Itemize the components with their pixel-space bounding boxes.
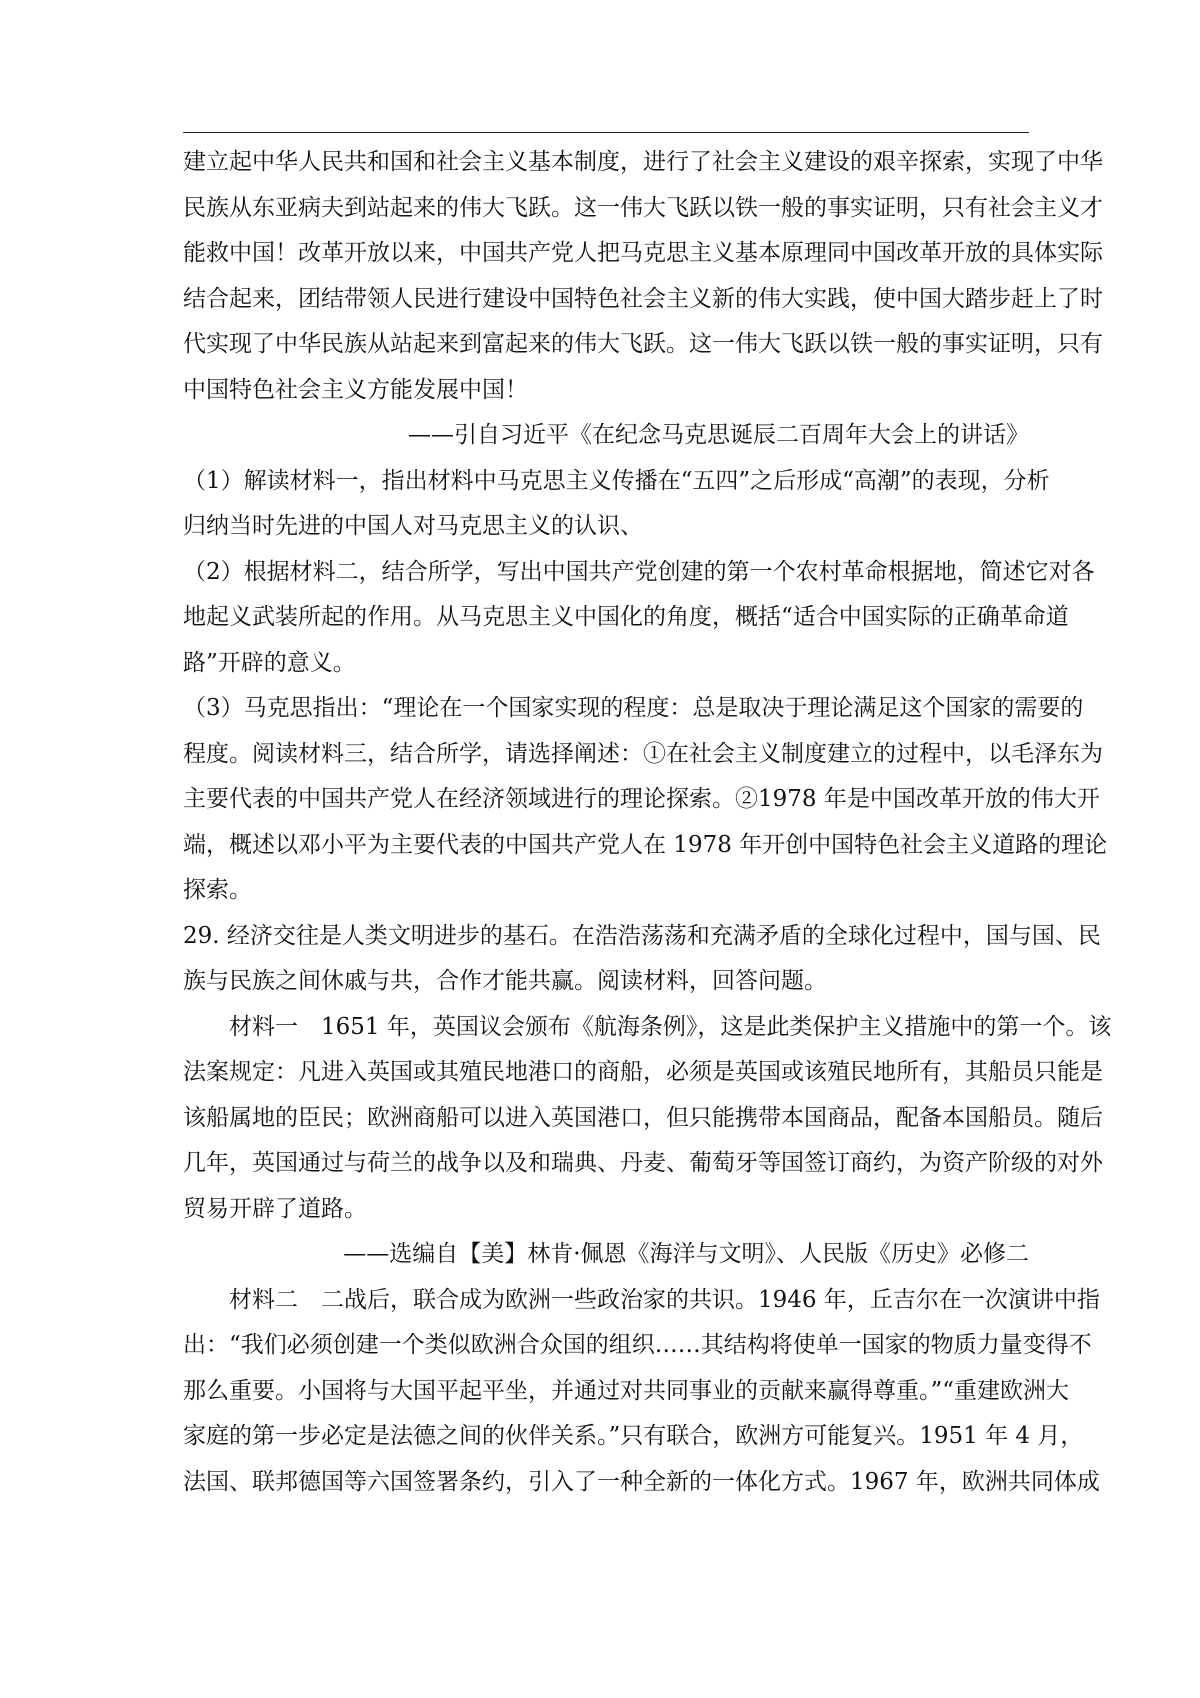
text-line: 中国特色社会主义方能发展中国！ bbox=[183, 376, 528, 403]
text-line: 归纳当时先进的中国人对马克思主义的认识、 bbox=[183, 513, 643, 539]
text-line: 民族从东亚病夫到站起来的伟大飞跃。这一伟大飞跃以铁一般的事实证明，只有社会主义才 bbox=[183, 194, 1103, 221]
text-line: 贸易开辟了道路。 bbox=[183, 1195, 367, 1222]
text-line: （1）解读材料一，指出材料中马克思主义传播在“五四”之后形成“高潮”的表现，分析 bbox=[183, 467, 1050, 494]
document-body bbox=[183, 140, 1112, 1505]
text-line: 法国、联邦德国等六国签署条约，引入了一种全新的一体化方式。1967 年，欧洲共同体成 bbox=[183, 1468, 1100, 1495]
text-line: 路”开辟的意义。 bbox=[183, 649, 356, 676]
text-line: 地起义武装所起的作用。从马克思主义中国化的角度，概括“适合中国实际的正确革命道 bbox=[183, 604, 1069, 630]
text-line: 端，概述以邓小平为主要代表的中国共产党人在 1978 年开创中国特色社会主义道路的理论 bbox=[183, 831, 1108, 858]
text-line: 材料二 二战后，联合成为欧洲一些政治家的共识。1946 年，丘吉尔在一次演讲中指 bbox=[229, 1286, 1100, 1313]
text-line: 程度。阅读材料三，结合所学，请选择阐述：①在社会主义制度建立的过程中，以毛泽东为 bbox=[183, 740, 1103, 767]
text-line: 该船属地的臣民；欧洲商船可以进入英国港口，但只能携带本国商品，配备本国船员。随后 bbox=[183, 1104, 1103, 1131]
text-line: 法案规定：凡进入英国或其殖民地港口的商船，必须是英国或该殖民地所有，其船员只能是 bbox=[183, 1059, 1103, 1085]
header-rule bbox=[183, 132, 1029, 133]
text-line: 家庭的第一步必定是法德之间的伙伴关系。”只有联合，欧洲方可能复兴。1951 年 4 月， bbox=[183, 1423, 1084, 1449]
question-3 bbox=[183, 686, 1108, 914]
text-line: 出：“我们必须创建一个类似欧洲合众国的组织……其结构将使单一国家的物质力量变得不 bbox=[183, 1332, 1092, 1358]
material-one bbox=[183, 1005, 1112, 1233]
text-line: 结合起来，团结带领人民进行建设中国特色社会主义新的伟大实践，使中国大踏步赶上了时 bbox=[183, 285, 1103, 312]
material-three-continuation bbox=[183, 140, 1103, 413]
text-line: 代实现了中华民族从站起来到富起来的伟大飞跃。这一伟大飞跃以铁一般的事实证明，只有 bbox=[183, 331, 1103, 357]
text-line: 几年，英国通过与荷兰的战争以及和瑞典、丹麦、葡萄牙等国签订商约，为资产阶级的对外 bbox=[183, 1150, 1103, 1176]
text-line: 探索。 bbox=[183, 877, 252, 903]
text-line: 能救中国！改革开放以来，中国共产党人把马克思主义基本原理同中国改革开放的具体实际 bbox=[183, 240, 1103, 266]
text-line: 建立起中华人民共和国和社会主义基本制度，进行了社会主义建设的艰辛探索，实现了中华 bbox=[183, 149, 1103, 175]
question-1 bbox=[183, 459, 1050, 550]
text-line: 主要代表的中国共产党人在经济领域进行的理论探索。②1978 年是中国改革开放的伟大开 bbox=[183, 786, 1100, 812]
material-two bbox=[183, 1278, 1100, 1506]
question-29-intro bbox=[183, 914, 1101, 1005]
text-line: 29. 经济交往是人类文明进步的基石。在浩浩荡荡和充满矛盾的全球化过程中，国与国、民 bbox=[183, 922, 1101, 949]
text-line: 那么重要。小国将与大国平起平坐，并通过对共同事业的贡献来赢得尊重。”“重建欧洲大 bbox=[183, 1377, 1070, 1404]
text-line: 材料一 1651 年，英国议会颁布《航海条例》，这是此类保护主义措施中的第一个。该 bbox=[229, 1013, 1112, 1040]
text-line: 族与民族之间休戚与共，合作才能共赢。阅读材料，回答问题。 bbox=[183, 968, 827, 994]
text-line: （2）根据材料二，结合所学，写出中国共产党创建的第一个农村革命根据地，简述它对各 bbox=[183, 558, 1095, 585]
text-line: （3）马克思指出：“理论在一个国家实现的程度：总是取决于理论满足这个国家的需要的 bbox=[183, 695, 1084, 721]
material-one-source: ——选编自【美】林肯·佩恩《海洋与文明》、人民版《历史》必修二 bbox=[343, 1241, 1029, 1267]
material-three-source: ——引自习近平《在纪念马克思诞辰二百周年大会上的讲话》 bbox=[408, 422, 1029, 448]
question-2 bbox=[183, 550, 1095, 687]
